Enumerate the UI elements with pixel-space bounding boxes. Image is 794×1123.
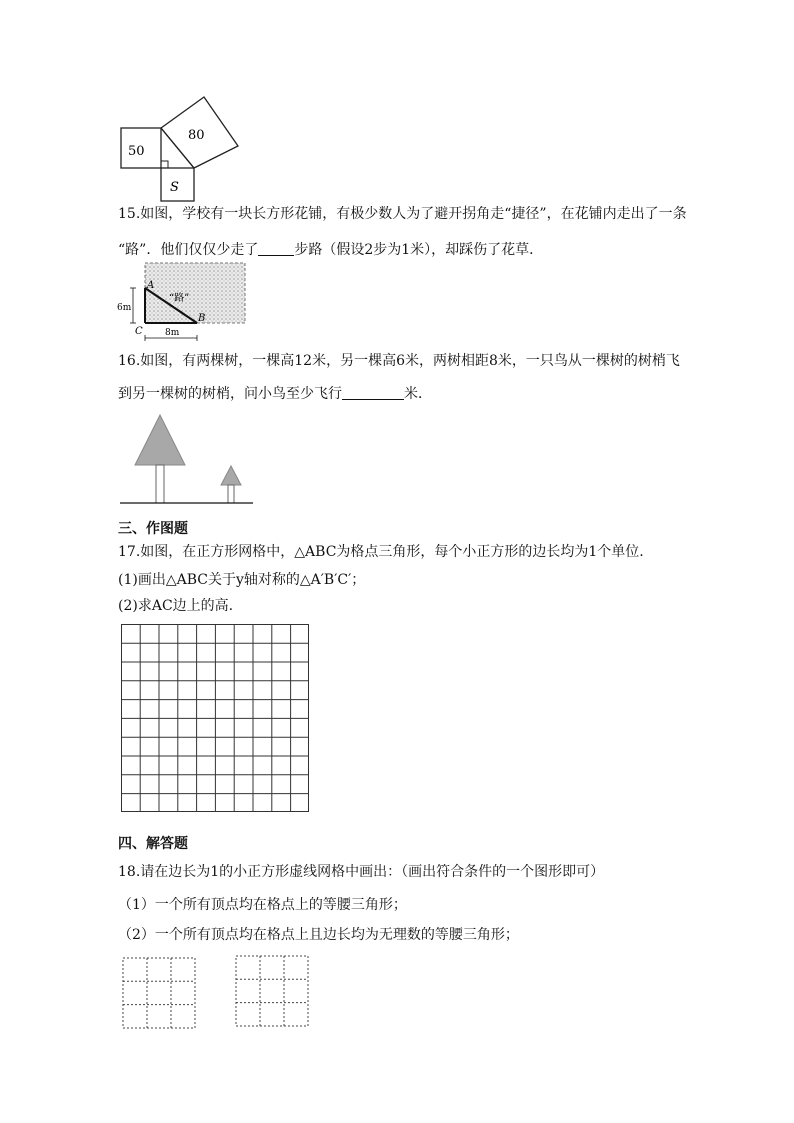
q16-line1: 16.如图，有两棵树，一棵高12米，另一棵高6米，两树相距8米，一只鸟从一棵树的树梢飞	[118, 353, 680, 369]
q18-line3: （2）一个所有顶点均在格点上且边长均为无理数的等腰三角形；	[118, 927, 519, 943]
q15-line1: 15.如图，学校有一块长方形花铺，有极少数人为了避开拐角走“捷径”，在花铺内走出了一条	[118, 206, 687, 222]
short-tree-crown	[221, 466, 241, 485]
q18-grid-2[interactable]	[235, 955, 311, 1029]
q15-answer-blank[interactable]	[258, 241, 294, 256]
tall-tree-crown	[135, 415, 185, 465]
q18-line2: （1）一个所有顶点均在格点上的等腰三角形；	[118, 897, 407, 913]
label-6m: 6m	[117, 303, 132, 313]
section4-title: 四、解答题	[118, 836, 188, 852]
q15-line2-a: “路”．他们仅仅少走了	[118, 242, 259, 258]
q17-grid[interactable]	[121, 624, 311, 814]
q18-line1: 18.请在边长为1的小正方形虚线网格中画出：（画出符合条件的一个图形即可）	[118, 864, 605, 880]
q16-answer-blank[interactable]	[342, 385, 404, 400]
flowerbed	[145, 263, 245, 323]
q18-grid-1[interactable]	[122, 957, 198, 1031]
q18-grid-1-lines	[123, 958, 195, 1028]
q17-line1: 17.如图，在正方形网格中，△ABC为格点三角形，每个小正方形的边长均为1个单位.	[118, 544, 644, 560]
trees-figure	[118, 412, 258, 506]
label-a: A	[147, 280, 155, 291]
label-b: B	[198, 313, 206, 324]
right-angle-mark	[161, 161, 168, 168]
q16-line2	[118, 385, 432, 403]
q16-line2-a: 到另一棵树的树梢，问小鸟至少飞行	[118, 386, 342, 402]
flowerbed-figure	[113, 258, 249, 346]
section3-title: 三、作图题	[118, 521, 188, 537]
short-tree-trunk	[228, 485, 234, 503]
q15-line2	[118, 241, 543, 259]
q17-line2: (1)画出△ABC关于y轴对称的△A′B′C′；	[118, 572, 366, 588]
q17-grid-lines	[121, 624, 309, 812]
label-50: 50	[128, 144, 145, 159]
label-s: S	[170, 180, 179, 195]
label-8m: 8m	[165, 328, 180, 338]
q17-line3: (2)求AC边上的高.	[118, 598, 234, 614]
label-c: C	[135, 326, 143, 337]
label-road: “路”	[169, 293, 190, 304]
q16-line2-b: 米．	[404, 386, 432, 402]
q15-line2-b: 步路（假设2步为1米），却踩伤了花草．	[294, 242, 544, 258]
q18-grid-2-lines	[236, 956, 308, 1026]
label-80: 80	[188, 128, 205, 143]
squares-figure	[118, 94, 242, 202]
tall-tree-trunk	[156, 465, 164, 503]
